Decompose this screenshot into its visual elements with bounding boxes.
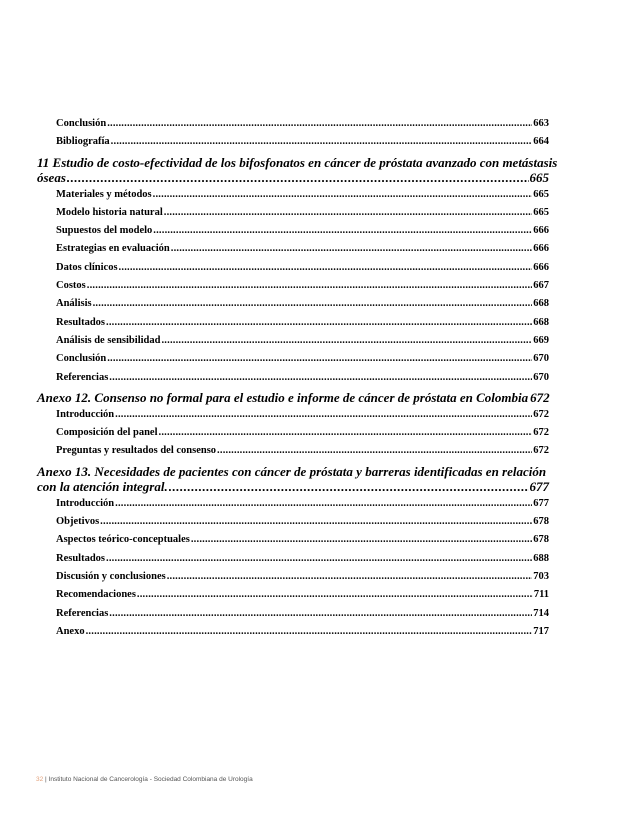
footer-page-number: 32 (36, 776, 44, 783)
annex-page: 677 (529, 478, 549, 494)
toc-entry-page: 714 (533, 607, 549, 619)
toc-entry[interactable] (37, 516, 549, 528)
toc-entry-page: 665 (533, 188, 549, 200)
toc-entry-label: Aspectos teórico-conceptuales (56, 534, 190, 546)
toc-entry[interactable] (37, 409, 549, 421)
toc-entry[interactable] (37, 445, 549, 457)
toc-chapter-11[interactable] (37, 154, 558, 185)
leader-dots (164, 207, 533, 219)
toc-entry[interactable] (37, 571, 549, 583)
toc-entry[interactable] (37, 553, 549, 565)
toc-entry[interactable] (37, 498, 549, 510)
toc-entry[interactable] (37, 626, 549, 638)
toc-entry-page: 711 (533, 589, 549, 601)
toc-entry-label: Supuestos del modelo (56, 225, 153, 237)
toc-entry-page: 678 (533, 516, 549, 528)
leader-dots (86, 626, 533, 638)
chapter-title-line2: óseas (37, 169, 66, 185)
toc-annex-12[interactable] (37, 390, 549, 405)
annex-title: Anexo 12. Consenso no formal para el estudio e informe de cáncer de próstata en Colombia (37, 389, 529, 405)
chapter-page: 665 (529, 169, 549, 185)
toc-entry[interactable] (37, 243, 549, 255)
toc-annex-13[interactable] (37, 464, 549, 494)
toc-entry-label: Conclusión (56, 118, 107, 129)
toc-entry-label: Estrategias en evaluación (56, 243, 170, 255)
toc-entry-page: 666 (533, 225, 549, 237)
toc-entry-label: Introducción (56, 497, 115, 509)
leader-dots (107, 353, 532, 365)
leader-dots (67, 170, 529, 185)
toc-entry[interactable] (37, 136, 549, 148)
toc-entry[interactable] (37, 317, 549, 329)
toc-entry-label: Recomendaciones (56, 589, 136, 601)
leader-dots (109, 608, 532, 620)
toc-entry[interactable] (37, 207, 549, 219)
leader-dots (167, 571, 533, 583)
toc-entry-page: 672 (533, 408, 549, 420)
toc-entry-label: Referencias (56, 607, 109, 619)
toc-entry-label: Composición del panel (56, 427, 158, 439)
leader-dots (87, 280, 532, 292)
leader-dots (159, 427, 533, 439)
toc-entry-page: 668 (533, 316, 549, 328)
toc-entry[interactable] (37, 225, 549, 237)
leader-dots (115, 409, 532, 421)
leader-dots (100, 516, 532, 528)
toc-entry-page: 703 (533, 570, 549, 582)
leader-dots (137, 589, 533, 601)
leader-dots (109, 372, 532, 384)
leader-dots (171, 243, 533, 255)
toc-entry-label: Análisis (56, 298, 92, 310)
toc-entry[interactable] (37, 353, 549, 365)
toc-entry-page: 672 (533, 445, 549, 457)
toc-entry-label: Conclusión (56, 353, 107, 365)
leader-dots (111, 136, 533, 148)
toc-entry-page: 666 (533, 243, 549, 255)
toc-entry[interactable] (37, 427, 549, 439)
leader-dots (161, 335, 532, 347)
leader-dots (107, 118, 532, 130)
leader-dots (106, 553, 532, 565)
toc-entry-label: Introducción (56, 408, 115, 420)
toc-entry-page: 665 (533, 206, 549, 218)
toc-entry[interactable] (37, 608, 549, 620)
toc-entry-label: Referencias (56, 371, 109, 383)
toc-entry-page: 688 (533, 552, 549, 564)
toc-entry-label: Datos clínicos (56, 261, 118, 273)
toc-entry-page: 669 (533, 334, 549, 346)
toc-entry-label: Discusión y conclusiones (56, 570, 166, 582)
toc-entry-page: 670 (533, 353, 549, 365)
toc-entry-page: 663 (533, 118, 549, 129)
leader-dots (217, 445, 532, 457)
toc-entry-label: Objetivos (56, 516, 100, 528)
toc-entry-label: Anexo (56, 625, 85, 637)
toc-entry-label: Costos (56, 280, 86, 292)
toc-entry-page: 668 (533, 298, 549, 310)
leader-dots (153, 225, 532, 237)
toc-entry[interactable] (37, 298, 549, 310)
chapter-title-line1: 11 Estudio de costo-efectividad de los bifosfonatos en cáncer de próstata avanzado con metástasis (37, 154, 558, 170)
annex-page: 672 (530, 389, 550, 405)
toc-entry-label: Modelo historia natural (56, 206, 163, 218)
toc-entry-page: 667 (533, 280, 549, 292)
toc-entry[interactable] (37, 589, 549, 601)
leader-dots (119, 262, 533, 274)
toc-entry-label: Bibliografía (56, 136, 110, 148)
footer-separator: | (43, 776, 49, 783)
leader-dots (191, 534, 532, 546)
toc-entry[interactable] (37, 335, 549, 347)
toc-entry-page: 677 (533, 497, 549, 509)
page-footer (36, 776, 253, 783)
annex-title-line2: con la atención integral. (37, 478, 168, 494)
leader-dots (93, 298, 533, 310)
toc-entry-label: Resultados (56, 316, 106, 328)
table-of-contents (37, 118, 558, 644)
toc-entry-page: 678 (533, 534, 549, 546)
toc-entry-label: Materiales y métodos (56, 188, 152, 200)
footer-text: Instituto Nacional de Cancerología - Sociedad Colombiana de Urología (48, 776, 253, 783)
leader-dots (115, 498, 532, 510)
toc-entry[interactable] (37, 372, 549, 384)
toc-entry[interactable] (37, 189, 549, 201)
leader-dots (153, 189, 533, 201)
toc-entry-page: 670 (533, 371, 549, 383)
toc-entry-label: Preguntas y resultados del consenso (56, 445, 217, 457)
leader-dots (106, 317, 532, 329)
leader-dots (169, 479, 529, 494)
toc-entry-page: 666 (533, 261, 549, 273)
toc-entry-label: Resultados (56, 552, 106, 564)
toc-entry[interactable] (37, 534, 549, 546)
toc-entry-label: Análisis de sensibilidad (56, 334, 161, 346)
toc-entry-page: 664 (533, 136, 549, 148)
annex-title-line1: Anexo 13. Necesidades de pacientes con cáncer de próstata y barreras identificadas en relación (37, 463, 547, 479)
toc-entry[interactable] (37, 280, 549, 292)
toc-entry[interactable] (37, 262, 549, 274)
toc-entry-page: 672 (533, 427, 549, 439)
toc-entry-page: 717 (533, 625, 549, 637)
toc-entry[interactable] (37, 118, 549, 130)
